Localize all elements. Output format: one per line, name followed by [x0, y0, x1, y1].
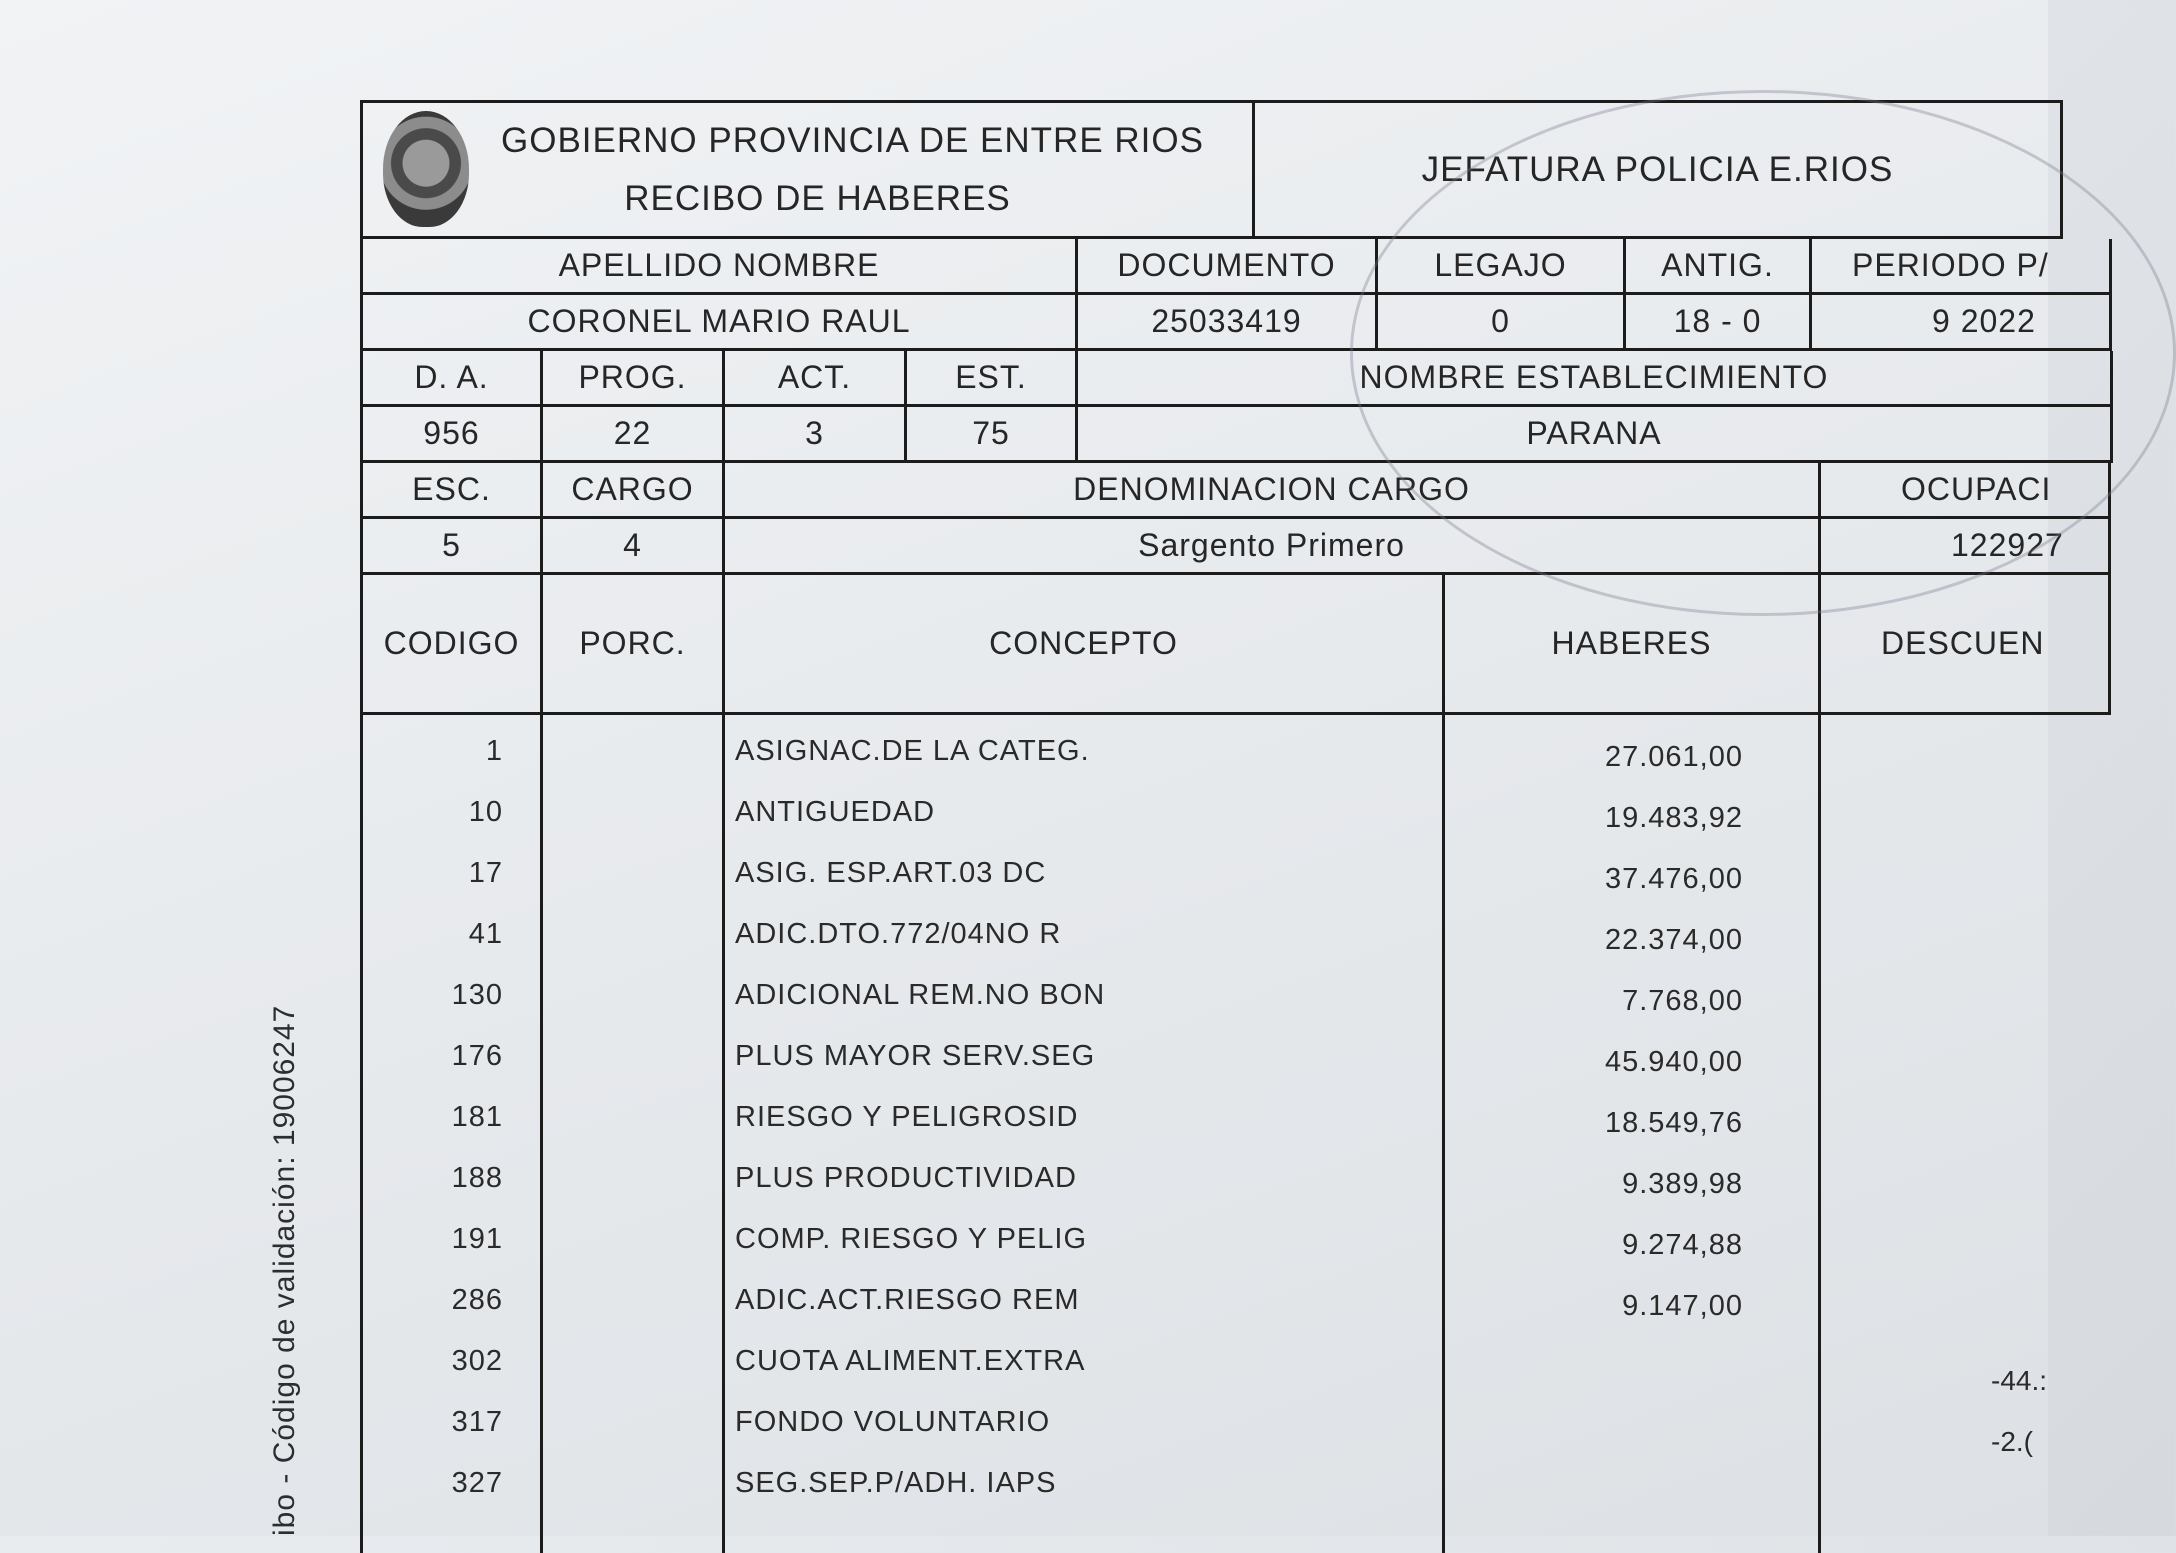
item-concepto: ADIC.DTO.772/04NO R — [735, 918, 1062, 950]
label-antig: ANTIG. — [1626, 239, 1812, 295]
label-prog: PROG. — [543, 351, 725, 407]
item-codigo: 188 — [451, 1162, 503, 1194]
label-denominacion: DENOMINACION CARGO — [725, 463, 1821, 519]
item-descuentos: -2.( — [1991, 1426, 2033, 1457]
label-act: ACT. — [725, 351, 907, 407]
item-haberes: 18.549,76 — [1604, 1107, 1743, 1139]
label-legajo: LEGAJO — [1378, 239, 1626, 295]
item-codigo: 17 — [468, 857, 503, 889]
item-concepto: ANTIGUEDAD — [735, 796, 936, 828]
item-concepto: ASIG. ESP.ART.03 DC — [735, 857, 1047, 889]
item-concepto: ADIC.ACT.RIESGO REM — [735, 1284, 1080, 1316]
header-porc: PORC. — [543, 575, 725, 715]
stamp-circle — [1350, 90, 2176, 616]
item-haberes: 45.940,00 — [1604, 1046, 1743, 1078]
item-concepto: SEG.SEP.P/ADH. IAPS — [735, 1467, 1057, 1499]
item-concepto: ADICIONAL REM.NO BON — [735, 979, 1106, 1011]
receipt-title: RECIBO DE HABERES — [624, 178, 1011, 218]
value-periodo: 9 2022 — [1812, 295, 2112, 351]
item-codigo: 1 — [485, 735, 503, 767]
item-haberes: 19.483,92 — [1604, 802, 1743, 834]
item-codigo: 327 — [451, 1467, 503, 1499]
province-seal-icon — [383, 111, 469, 227]
item-concepto: FONDO VOLUNTARIO — [735, 1406, 1051, 1438]
label-documento: DOCUMENTO — [1078, 239, 1378, 295]
item-haberes: 9.274,88 — [1622, 1229, 1743, 1261]
header-concepto: CONCEPTO — [725, 575, 1445, 715]
item-haberes: 37.476,00 — [1604, 863, 1743, 895]
label-periodo: PERIODO P/ — [1812, 239, 2112, 295]
item-codigo: 317 — [451, 1406, 503, 1438]
value-denominacion: Sargento Primero — [725, 519, 1821, 575]
item-codigo: 181 — [451, 1101, 503, 1133]
validation-code: ibo - Código de validación: 19006247 — [268, 1004, 301, 1536]
label-est: EST. — [907, 351, 1078, 407]
item-haberes: 9.147,00 — [1622, 1290, 1743, 1322]
item-concepto: ASIGNAC.DE LA CATEG. — [735, 735, 1090, 767]
value-esc: 5 — [363, 519, 543, 575]
value-est: 75 — [907, 407, 1078, 463]
value-establecimiento: PARANA — [1078, 407, 2113, 463]
header-descuentos: DESCUEN — [1821, 575, 2111, 715]
item-codigo: 286 — [451, 1284, 503, 1316]
item-concepto: COMP. RIESGO Y PELIG — [735, 1223, 1088, 1255]
label-da: D. A. — [363, 351, 543, 407]
value-act: 3 — [725, 407, 907, 463]
item-concepto: RIESGO Y PELIGROSID — [735, 1101, 1079, 1133]
value-nombre: CORONEL MARIO RAUL — [363, 295, 1078, 351]
col-divider-porc — [722, 715, 725, 1553]
col-divider-codigo — [540, 715, 543, 1553]
label-ocupacion: OCUPACI — [1821, 463, 2111, 519]
value-antig: 18 - 0 — [1626, 295, 1812, 351]
agency-name: JEFATURA POLICIA E.RIOS — [1255, 103, 2063, 239]
header-haberes: HABERES — [1445, 575, 1821, 715]
label-esc: ESC. — [363, 463, 543, 519]
value-documento: 25033419 — [1078, 295, 1378, 351]
item-haberes: 22.374,00 — [1604, 924, 1743, 956]
value-ocupacion: 122927 — [1821, 519, 2111, 575]
item-codigo: 302 — [451, 1345, 503, 1377]
label-cargo: CARGO — [543, 463, 725, 519]
value-cargo: 4 — [543, 519, 725, 575]
item-descuentos: -44.: — [1991, 1365, 2048, 1396]
item-concepto: CUOTA ALIMENT.EXTRA — [735, 1345, 1086, 1377]
item-haberes: 27.061,00 — [1604, 741, 1743, 773]
value-prog: 22 — [543, 407, 725, 463]
item-haberes: 7.768,00 — [1622, 985, 1743, 1017]
item-codigo: 10 — [468, 796, 503, 828]
value-da: 956 — [363, 407, 543, 463]
value-legajo: 0 — [1378, 295, 1626, 351]
label-establecimiento: NOMBRE ESTABLECIMIENTO — [1078, 351, 2113, 407]
col-divider-concepto — [1442, 715, 1445, 1553]
government-title: GOBIERNO PROVINCIA DE ENTRE RIOS — [501, 120, 1204, 160]
item-codigo: 130 — [451, 979, 503, 1011]
item-concepto: PLUS MAYOR SERV.SEG — [735, 1040, 1096, 1072]
item-codigo: 176 — [451, 1040, 503, 1072]
header-codigo: CODIGO — [363, 575, 543, 715]
col-divider-haberes — [1818, 715, 1821, 1553]
item-codigo: 191 — [451, 1223, 503, 1255]
header-left — [363, 103, 1255, 239]
item-codigo: 41 — [468, 918, 503, 950]
label-apellido: APELLIDO NOMBRE — [363, 239, 1078, 295]
item-haberes: 9.389,98 — [1622, 1168, 1743, 1200]
item-concepto: PLUS PRODUCTIVIDAD — [735, 1162, 1077, 1194]
